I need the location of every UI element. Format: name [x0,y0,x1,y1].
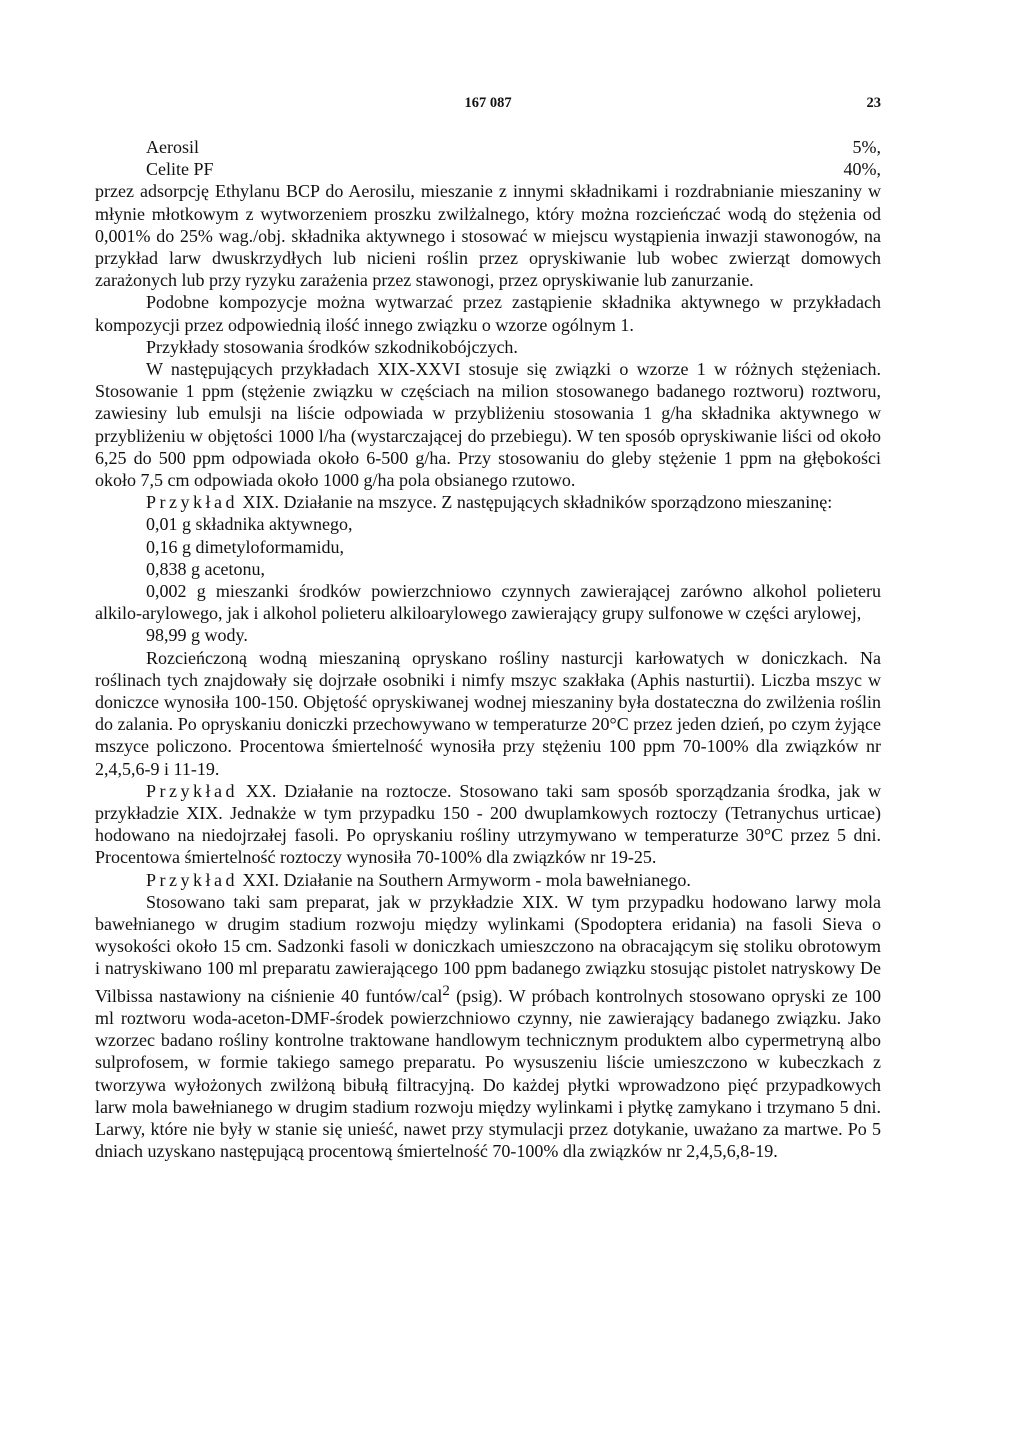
example-label: Przykład [146,780,238,801]
component-row [95,136,881,158]
ingredient-item: 0,002 g mieszanki środków powierzchniowo czynnych zawierającej zarówno alkohol polieteru alkilo-arylowego, jak i alkohol polieteru alkiloarylowego zawierający grupy sulfonowe w części arylowej, [95,581,881,624]
page-header [95,92,881,116]
component-name: Celite PF [146,159,214,180]
ingredient-item: 0,838 g acetonu, [146,558,265,579]
ingredient-item: 98,99 g wody. [146,625,248,646]
patent-number: 167 087 [464,95,512,111]
example-21-intro [95,869,881,891]
example-19-text: XIX. Działanie na mszyce. Z następujących składników sporządzono mieszaninę: [237,492,833,513]
paragraph-concentrations: W następujących przykładach XIX-XXVI stosuje się związki o wzorze 1 w różnych stężeniach. Stosowanie 1 ppm (stężenie związku w częściach na milion stosowanego badanego roztworu) roztworu, zawiesiny lub emulsji na liście odpowiada w przybliżeniu stosowania 1 g/ha składnika aktywnego w przybliżeniu w objętości 1000 l/ha (wystarczającej do przebiegu). W ten sposób opryskiwanie liści od około 6,25 do 500 ppm odpowiada około 6-500 g/ha. Przy stosowaniu do gleby stężenie 1 ppm na głębokości około 7,5 cm odpowiada około 1000 g/ha pola obsianego rzutowo. [95,359,881,491]
example-21-body [95,891,881,1162]
example-label: Przykład [146,869,238,890]
ingredient-item: 0,01 g składnika aktywnego, [146,514,353,535]
example-20-text: XX. Działanie na roztocze. Stosowano taki sam sposób sporządzania środka, jak w przykładzie XIX. Jednakże w tym przypadku 150 - 200 dwuplamkowych roztoczy (Tetranychus urticae) hodowano na niedojrzałej fasoli. Po opryskaniu rośliny utrzymywano w temperaturze 30°C przez 5 dni. Procentowa śmiertelność roztoczy wynosiła 70-100% dla związków nr 19-25. [95,780,881,868]
example-19-intro [95,491,881,513]
document-page [95,92,881,1162]
ingredient-item: 0,16 g dimetyloformamidu, [146,536,344,557]
example-21-body-a: Stosowano taki sam preparat, jak w przykładzie XIX. W tym przypadku hodowano larwy mola bawełnianego w drugim stadium rozwoju między wylinkami (Spodoptera eridania) na fasoli Sieva o wysokości około 15 cm. Sadzonki fasoli w doniczkach umieszczono na obracającym się stoliku obrotowym i natryskiwano 100 ml preparatu zawierającego 100 ppm badanego związku stosując pistolet natryskowy De Vilbissa nastawiony na ciśnienie 40 funtów/cal [95,891,881,1006]
example-19-result: Rozcieńczoną wodną mieszaniną opryskano rośliny nasturcji karłowatych w doniczkach. Na roślinach tych znajdowały się dojrzałe osobniki i nimfy mszyc szakłaka (Aphis nasturtii). Liczba mszyc w doniczce wynosiła 100-150. Objętość opryskiwanej wodnej mieszaniny była dostateczna do zwilżenia roślin do zalania. Po opryskaniu doniczki przechowywano w temperaturze 20°C przez jeden dzień, po czym żyjące mszyce policzono. Procentowa śmiertelność wynosiła przy stężeniu 100 ppm 70-100% dla związków nr 2,4,5,6-9 i 11-19. [95,647,881,779]
example-21-body-b: (psig). W próbach kontrolnych stosowano opryski ze 100 ml roztworu woda-aceton-DMF-środek powierzchniowo czynny, nie zawierający badanego związku. Jako wzorzec badano rośliny kontrolne traktowane handlowym technicznym produktem albo cypermetryną albo sulprofosem, w formie takiego samego preparatu. Po wysuszeniu liście umieszczono w kubeczkach z tworzywa wyłożonych zwilżoną bibułą filtracyjną. Do każdej płytki wprowadzono pięć przypadkowych larw mola bawełnianego w drugim stadium rozwoju między wylinkami i płytkę zamykano i trzymano 5 dni. Larwy, które nie były w stanie się unieść, nawet przy stymulacji przez dotykanie, uważano za martwe. Po 5 dniach uzyskano następującą procentową śmiertelność 70-100% dla związków nr 2,4,5,6,8-19. [95,985,881,1162]
component-amount: 40%, [843,159,881,180]
component-name: Aerosil [146,137,199,157]
example-label: Przykład [146,492,238,513]
page-number: 23 [866,95,881,111]
section-heading-examples: Przykłady stosowania środków szkodnikobójczych. [146,336,518,357]
example-20 [95,780,881,869]
superscript: 2 [442,982,450,999]
component-amount: 5%, [852,137,881,157]
paragraph-similar-compositions: Podobne kompozycje można wytwarzać przez zastąpienie składnika aktywnego w przykładach kompozycji przez odpowiednią ilość innego związku o wzorze ogólnym 1. [95,292,881,335]
paragraph-preparation: przez adsorpcję Ethylanu BCP do Aerosilu, mieszanie z innymi składnikami i rozdrabnianie mieszaniny w młynie młotkowym z wytworzeniem proszku zwilżalnego, który można rozcieńczać wodą do stężenia od 0,001% do 25% wag./obj. składnika aktywnego i stosować w miejscu wystąpienia inwazji stawonogów, na przykład larw dwuskrzydłych lub nicieni roślin przez opryskiwanie lub wobec zwierząt domowych zarażonych lub przy ryzyku zarażenia przez stawonogi, przez opryskiwanie lub zanurzanie. [95,181,881,291]
component-row [95,158,881,180]
example-21-text: XXI. Działanie na Southern Armyworm - mola bawełnianego. [237,869,691,890]
